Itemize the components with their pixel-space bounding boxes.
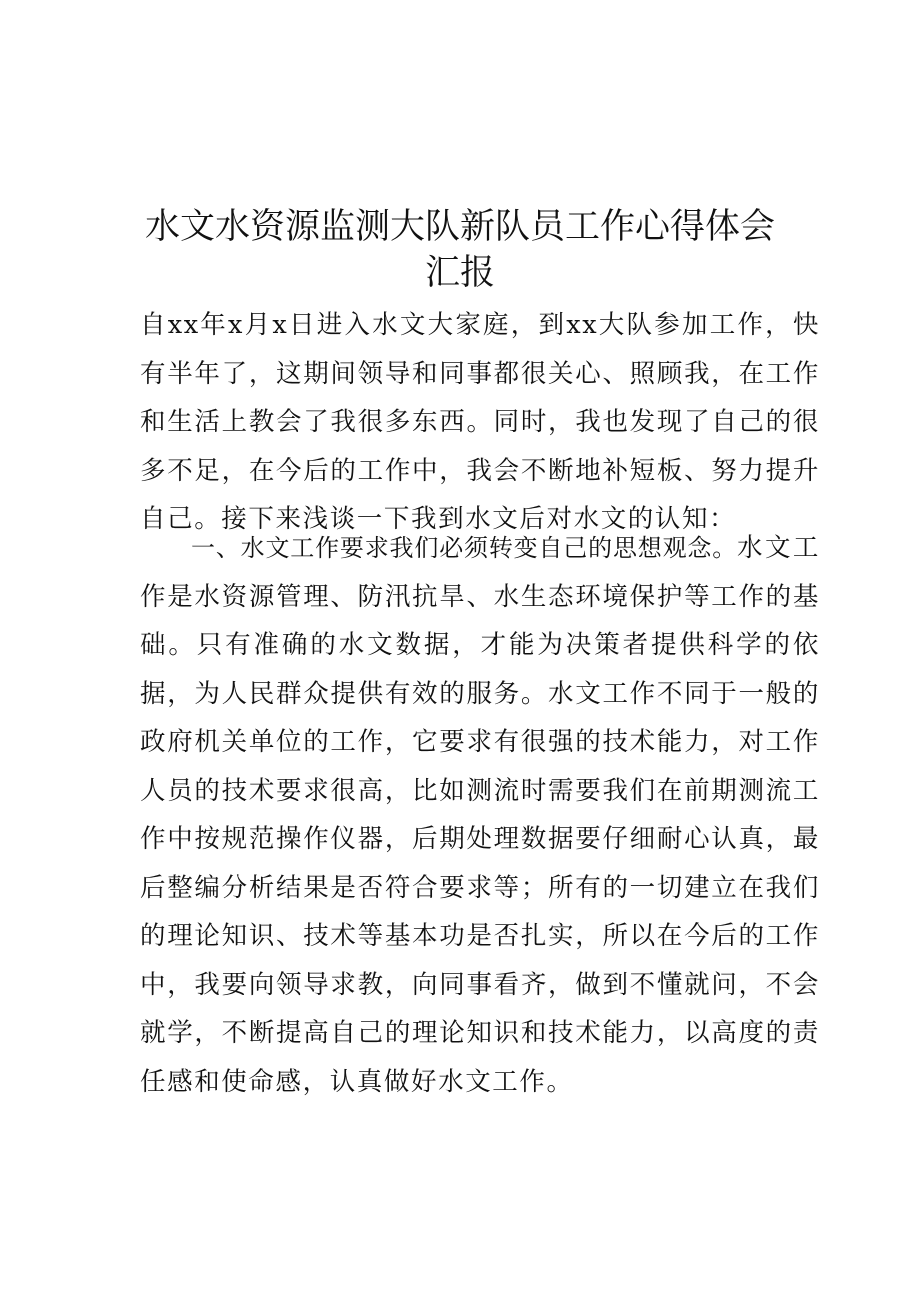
paragraph-section-one	[140, 524, 820, 1106]
section-one-heading: 一、水文工作要求我们必须转变自己的思想观念。	[191, 534, 738, 562]
paragraph-intro: 自xx年x月x日进入水文大家庭，到xx大队参加工作，快有半年了，这期间领导和同事都很关心、照顾我，在工作和生活上教会了我很多东西。同时，我也发现了自己的很多不足，在今后的工作中，我会不断地补短板、努力提升自己。接下来浅谈一下我到水文后对水文的认知：	[140, 310, 820, 534]
section-one-body: 水文工作是水资源管理、防汛抗旱、水生态环境保护等工作的基础。只有准确的水文数据，才能为决策者提供科学的依据，为人民群众提供有效的服务。水文工作不同于一般的政府机关单位的工作，它要求有很强的技术能力，对工作人员的技术要求很高，比如测流时需要我们在前期测流工作中按规范操作仪器，后期处理数据要仔细耐心认真，最后整编分析结果是否符合要求等；所有的一切建立在我们的理论知识、技术等基本功是否扎实，所以在今后的工作中，我要向领导求教，向同事看齐，做到不懂就问，不会就学，不断提高自己的理论知识和技术能力，以高度的责任感和使命感，认真做好水文工作。	[140, 533, 820, 1097]
document-title-line1: 水文水资源监测大队新队员工作心得体会	[144, 207, 775, 247]
document-title-line2: 汇报	[424, 253, 495, 293]
